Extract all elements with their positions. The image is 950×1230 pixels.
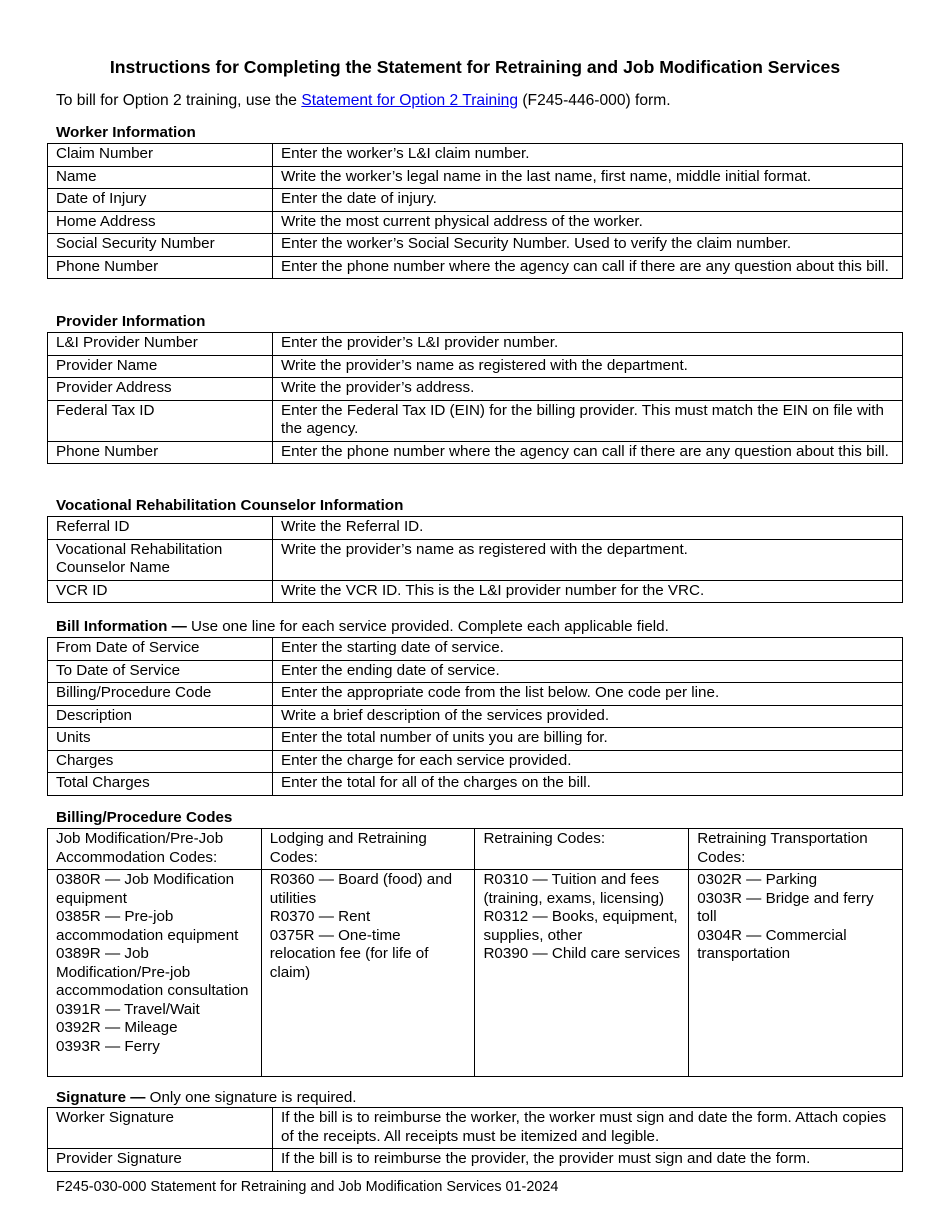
table-row [48, 378, 903, 401]
table-row [48, 773, 903, 796]
code-item: R0390 — Child care services [483, 945, 681, 962]
codes-column-header: Retraining Codes: [475, 829, 689, 870]
signature-table [47, 1107, 903, 1172]
row-label: Phone Number [48, 441, 273, 464]
code-item: 0303R — Bridge and ferry toll [697, 889, 874, 925]
provider-info-table [47, 332, 903, 464]
code-item: R0360 — Board (food) and utilities [269, 871, 453, 907]
row-description: Write the VCR ID. This is the L&I provider number for the VRC. [273, 580, 903, 603]
row-label: L&I Provider Number [48, 333, 273, 356]
row-label: Billing/Procedure Code [48, 683, 273, 706]
table-row [48, 189, 903, 212]
table-row [48, 705, 903, 728]
codes-section-title: Billing/Procedure Codes [56, 809, 233, 826]
table-row [48, 256, 903, 279]
codes-column-header: Lodging and Retraining Codes: [261, 829, 475, 870]
row-label: Units [48, 728, 273, 751]
code-item: 0392R — Mileage [56, 1019, 178, 1036]
row-label: Worker Signature [48, 1108, 273, 1149]
vrc-info-table [47, 516, 903, 603]
row-description: Enter the worker’s Social Security Number. Used to verify the claim number. [273, 234, 903, 257]
row-description: Enter the total number of units you are billing for. [273, 728, 903, 751]
row-label: Social Security Number [48, 234, 273, 257]
row-description: Write the provider’s address. [273, 378, 903, 401]
worker-section-title: Worker Information [56, 124, 196, 141]
row-label: Date of Injury [48, 189, 273, 212]
row-description: Enter the phone number where the agency can call if there are any question about this bill. [273, 256, 903, 279]
row-description: If the bill is to reimburse the provider, the provider must sign and date the form. [273, 1149, 903, 1172]
row-label: Referral ID [48, 517, 273, 540]
row-label: Charges [48, 750, 273, 773]
row-label: VCR ID [48, 580, 273, 603]
row-description: Enter the ending date of service. [273, 660, 903, 683]
row-label: Description [48, 705, 273, 728]
table-row [48, 400, 903, 441]
table-row [48, 144, 903, 167]
option2-training-link[interactable]: Statement for Option 2 Training [301, 92, 519, 109]
row-label: Total Charges [48, 773, 273, 796]
table-row [48, 580, 903, 603]
code-item: R0312 — Books, equipment, supplies, other [483, 908, 678, 944]
table-row [48, 355, 903, 378]
code-item: 0380R — Job Modification equipment [56, 871, 235, 907]
intro-before: To bill for Option 2 training, use the [56, 92, 302, 109]
row-label: Provider Address [48, 378, 273, 401]
signature-section-title: Signature — Only one signature is required. [56, 1089, 357, 1106]
row-label: Provider Signature [48, 1149, 273, 1172]
table-row [48, 1108, 903, 1149]
codes-body-row [48, 870, 903, 1077]
row-description: If the bill is to reimburse the worker, the worker must sign and date the form. Attach copies of the receipts. All receipts must be itemized and legible. [273, 1108, 903, 1149]
code-item: 0375R — One-time relocation fee (for life of claim) [269, 926, 429, 981]
row-description: Enter the starting date of service. [273, 638, 903, 661]
table-row [48, 750, 903, 773]
bill-info-table [47, 637, 903, 796]
code-item: R0310 — Tuition and fees (training, exams, licensing) [483, 871, 665, 907]
table-row [48, 441, 903, 464]
row-description: Enter the worker’s L&I claim number. [273, 144, 903, 167]
code-item: 0385R — Pre-job accommodation equipment [56, 908, 239, 944]
bill-section-title: Bill Information — Use one line for each service provided. Complete each applicable field. [56, 618, 669, 635]
row-label: To Date of Service [48, 660, 273, 683]
table-row [48, 333, 903, 356]
codes-column-cell [689, 870, 903, 1077]
row-description: Write a brief description of the services provided. [273, 705, 903, 728]
row-label: Vocational Rehabilitation Counselor Name [48, 539, 273, 580]
row-description: Write the provider’s name as registered with the department. [273, 355, 903, 378]
code-item: 0304R — Commercial transportation [697, 926, 847, 962]
row-description: Write the most current physical address of the worker. [273, 211, 903, 234]
code-item: 0391R — Travel/Wait [56, 1000, 200, 1018]
vrc-section-title: Vocational Rehabilitation Counselor Information [56, 497, 404, 514]
table-row [48, 683, 903, 706]
codes-column-header: Retraining Transportation Codes: [689, 829, 903, 870]
form-footer: F245-030-000 Statement for Retraining and Job Modification Services 01-2024 [56, 1179, 559, 1195]
codes-column-header: Job Modification/Pre-Job Accommodation Codes: [48, 829, 262, 870]
row-label: Provider Name [48, 355, 273, 378]
row-label: Name [48, 166, 273, 189]
table-row [48, 660, 903, 683]
worker-info-table [47, 143, 903, 279]
table-row [48, 517, 903, 540]
table-row [48, 728, 903, 751]
code-item: 0393R — Ferry [56, 1037, 160, 1055]
code-item: 0389R — Job Modification/Pre-job accommodation consultation [56, 945, 249, 999]
row-description: Enter the charge for each service provided. [273, 750, 903, 773]
row-label: Phone Number [48, 256, 273, 279]
row-description: Write the Referral ID. [273, 517, 903, 540]
code-item: 0302R — Parking [697, 871, 818, 888]
table-row [48, 539, 903, 580]
codes-column-cell [261, 870, 475, 1077]
procedure-codes-table [47, 828, 903, 1077]
row-label: Home Address [48, 211, 273, 234]
row-description: Enter the date of injury. [273, 189, 903, 212]
provider-section-title: Provider Information [56, 313, 206, 330]
codes-header-row [48, 829, 903, 870]
row-description: Enter the phone number where the agency can call if there are any question about this bill. [273, 441, 903, 464]
row-description: Write the worker’s legal name in the last name, first name, middle initial format. [273, 166, 903, 189]
row-description: Enter the provider’s L&I provider number. [273, 333, 903, 356]
row-description: Enter the total for all of the charges on the bill. [273, 773, 903, 796]
row-label: From Date of Service [48, 638, 273, 661]
table-row [48, 1149, 903, 1172]
code-item: R0370 — Rent [269, 908, 371, 925]
table-row [48, 166, 903, 189]
row-description: Enter the Federal Tax ID (EIN) for the billing provider. This must match the EIN on file with the agency. [273, 400, 903, 441]
table-row [48, 211, 903, 234]
document-title: Instructions for Completing the Statement for Retraining and Job Modification Services [109, 57, 841, 77]
table-row [48, 638, 903, 661]
codes-column-cell [475, 870, 689, 1077]
table-row [48, 234, 903, 257]
intro-after: (F245-446-000) form. [518, 92, 671, 109]
intro-text [56, 92, 671, 110]
row-description: Enter the appropriate code from the list below. One code per line. [273, 683, 903, 706]
row-description: Write the provider’s name as registered with the department. [273, 539, 903, 580]
row-label: Claim Number [48, 144, 273, 167]
codes-column-cell [48, 870, 262, 1077]
row-label: Federal Tax ID [48, 400, 273, 441]
